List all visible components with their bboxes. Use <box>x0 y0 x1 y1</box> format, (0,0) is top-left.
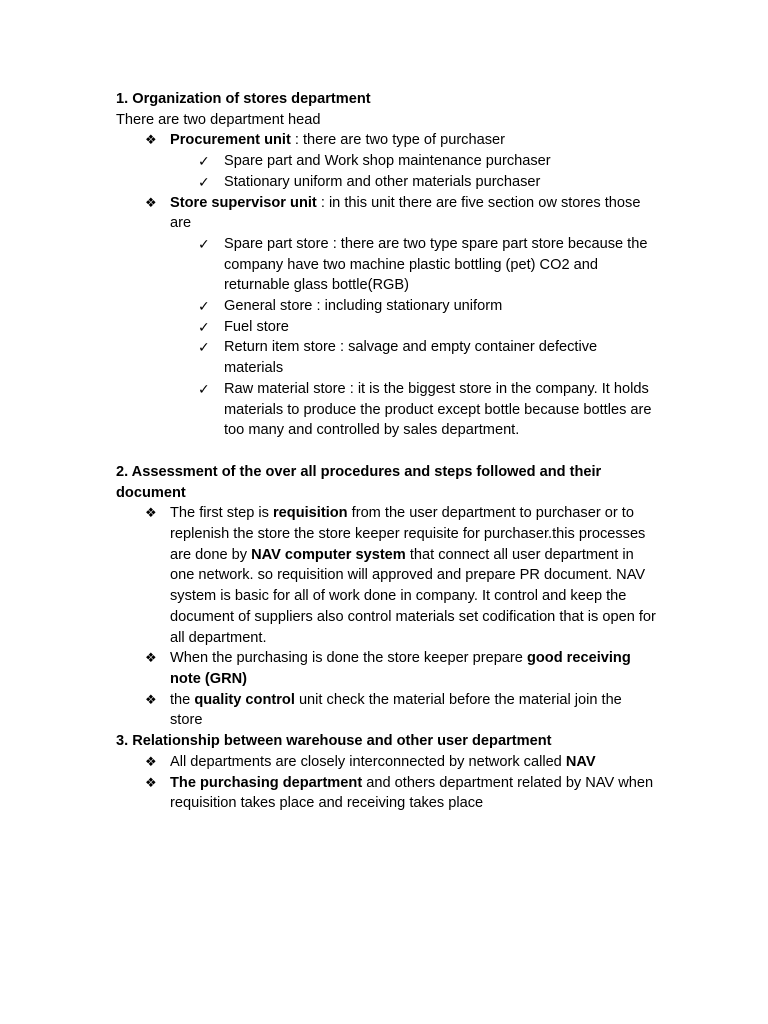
list-item <box>116 503 656 648</box>
diamond-bullet-icon: ❖ <box>145 505 157 521</box>
bold-text: good receiving note (GRN) <box>170 650 631 687</box>
diamond-bullet-icon: ❖ <box>145 774 157 790</box>
list-item <box>116 151 656 172</box>
bold-text: NAV <box>565 753 596 770</box>
bold-text: quality control <box>194 691 295 708</box>
list-item <box>116 337 656 378</box>
text-span: and others department related by NAV when requisition takes place and receiving takes place <box>170 774 654 812</box>
section-1-intro: There are two department head <box>116 111 321 128</box>
list-item-text: Raw material store : it is the biggest store in the company. It holds materials to produce the product except bottle because bottles are too many and controlled by sales department. <box>224 380 652 439</box>
list-item <box>116 317 656 338</box>
procurement-unit-text: : there are two type of purchaser <box>290 132 505 149</box>
checkmark-icon: ✓ <box>198 153 210 170</box>
text-span: unit check the material before the material join the store <box>170 691 622 729</box>
list-item <box>116 296 656 317</box>
bold-text: requisition <box>273 505 348 522</box>
list-item <box>116 172 656 193</box>
section-1-heading: 1. Organization of stores department <box>116 91 371 107</box>
section-3-heading: 3. Relationship between warehouse and other user department <box>116 733 552 750</box>
checkmark-icon: ✓ <box>198 298 210 315</box>
store-supervisor-unit-item <box>116 193 656 234</box>
store-supervisor-unit-text: : in this unit there are five section ow stores those are <box>170 194 641 232</box>
diamond-bullet-icon: ❖ <box>145 753 157 769</box>
procurement-unit-label: Procurement unit <box>170 132 291 149</box>
list-item <box>116 648 656 689</box>
list-item-text: General store : including stationary uniform <box>224 298 503 315</box>
list-item <box>116 379 656 441</box>
store-supervisor-unit-label: Store supervisor unit <box>170 194 317 211</box>
list-item <box>116 752 656 773</box>
list-item-text: Fuel store <box>224 318 289 335</box>
checkmark-icon: ✓ <box>198 173 210 190</box>
text-span: The first step is <box>170 505 273 522</box>
diamond-bullet-icon: ❖ <box>145 691 157 707</box>
list-item-text: Spare part and Work shop maintenance purchaser <box>224 153 551 170</box>
text-span: from the user department to purchaser or to replenish the store the store keeper requisite for purchaser.this processes are done by <box>170 505 646 563</box>
diamond-bullet-icon: ❖ <box>145 132 157 148</box>
list-item <box>116 690 656 731</box>
paragraph-spacer <box>116 441 656 462</box>
list-item-text: Stationary uniform and other materials purchaser <box>224 173 541 190</box>
diamond-bullet-icon: ❖ <box>145 650 157 666</box>
text-span: that connect all user department in one network. so requisition will approved and prepare PR document. NAV system is basic for all of work done in company. It control and keep the document of suppliers also control materials set codification that is open for all department. <box>170 546 656 646</box>
text-span: the <box>170 691 195 708</box>
procurement-unit-item <box>116 130 656 151</box>
list-item <box>116 773 656 814</box>
list-item-text: Return item store : salvage and empty container defective materials <box>224 339 598 377</box>
list-item <box>116 234 656 296</box>
checkmark-icon: ✓ <box>198 339 210 356</box>
section-2-heading: 2. Assessment of the over all procedures and steps followed and their document <box>116 463 602 501</box>
diamond-bullet-icon: ❖ <box>145 194 157 210</box>
text-span: All departments are closely interconnected by network called <box>170 753 566 770</box>
bold-text: NAV computer system <box>251 546 406 563</box>
list-item-text: Spare part store : there are two type spare part store because the company have two machine plastic bottling (pet) CO2 and returnable glass bottle(RGB) <box>224 235 648 294</box>
bold-text: The purchasing department <box>170 774 363 791</box>
checkmark-icon: ✓ <box>198 318 210 335</box>
checkmark-icon: ✓ <box>198 235 210 252</box>
document-content <box>116 89 656 814</box>
checkmark-icon: ✓ <box>198 380 210 397</box>
text-span: When the purchasing is done the store keeper prepare <box>170 650 527 667</box>
